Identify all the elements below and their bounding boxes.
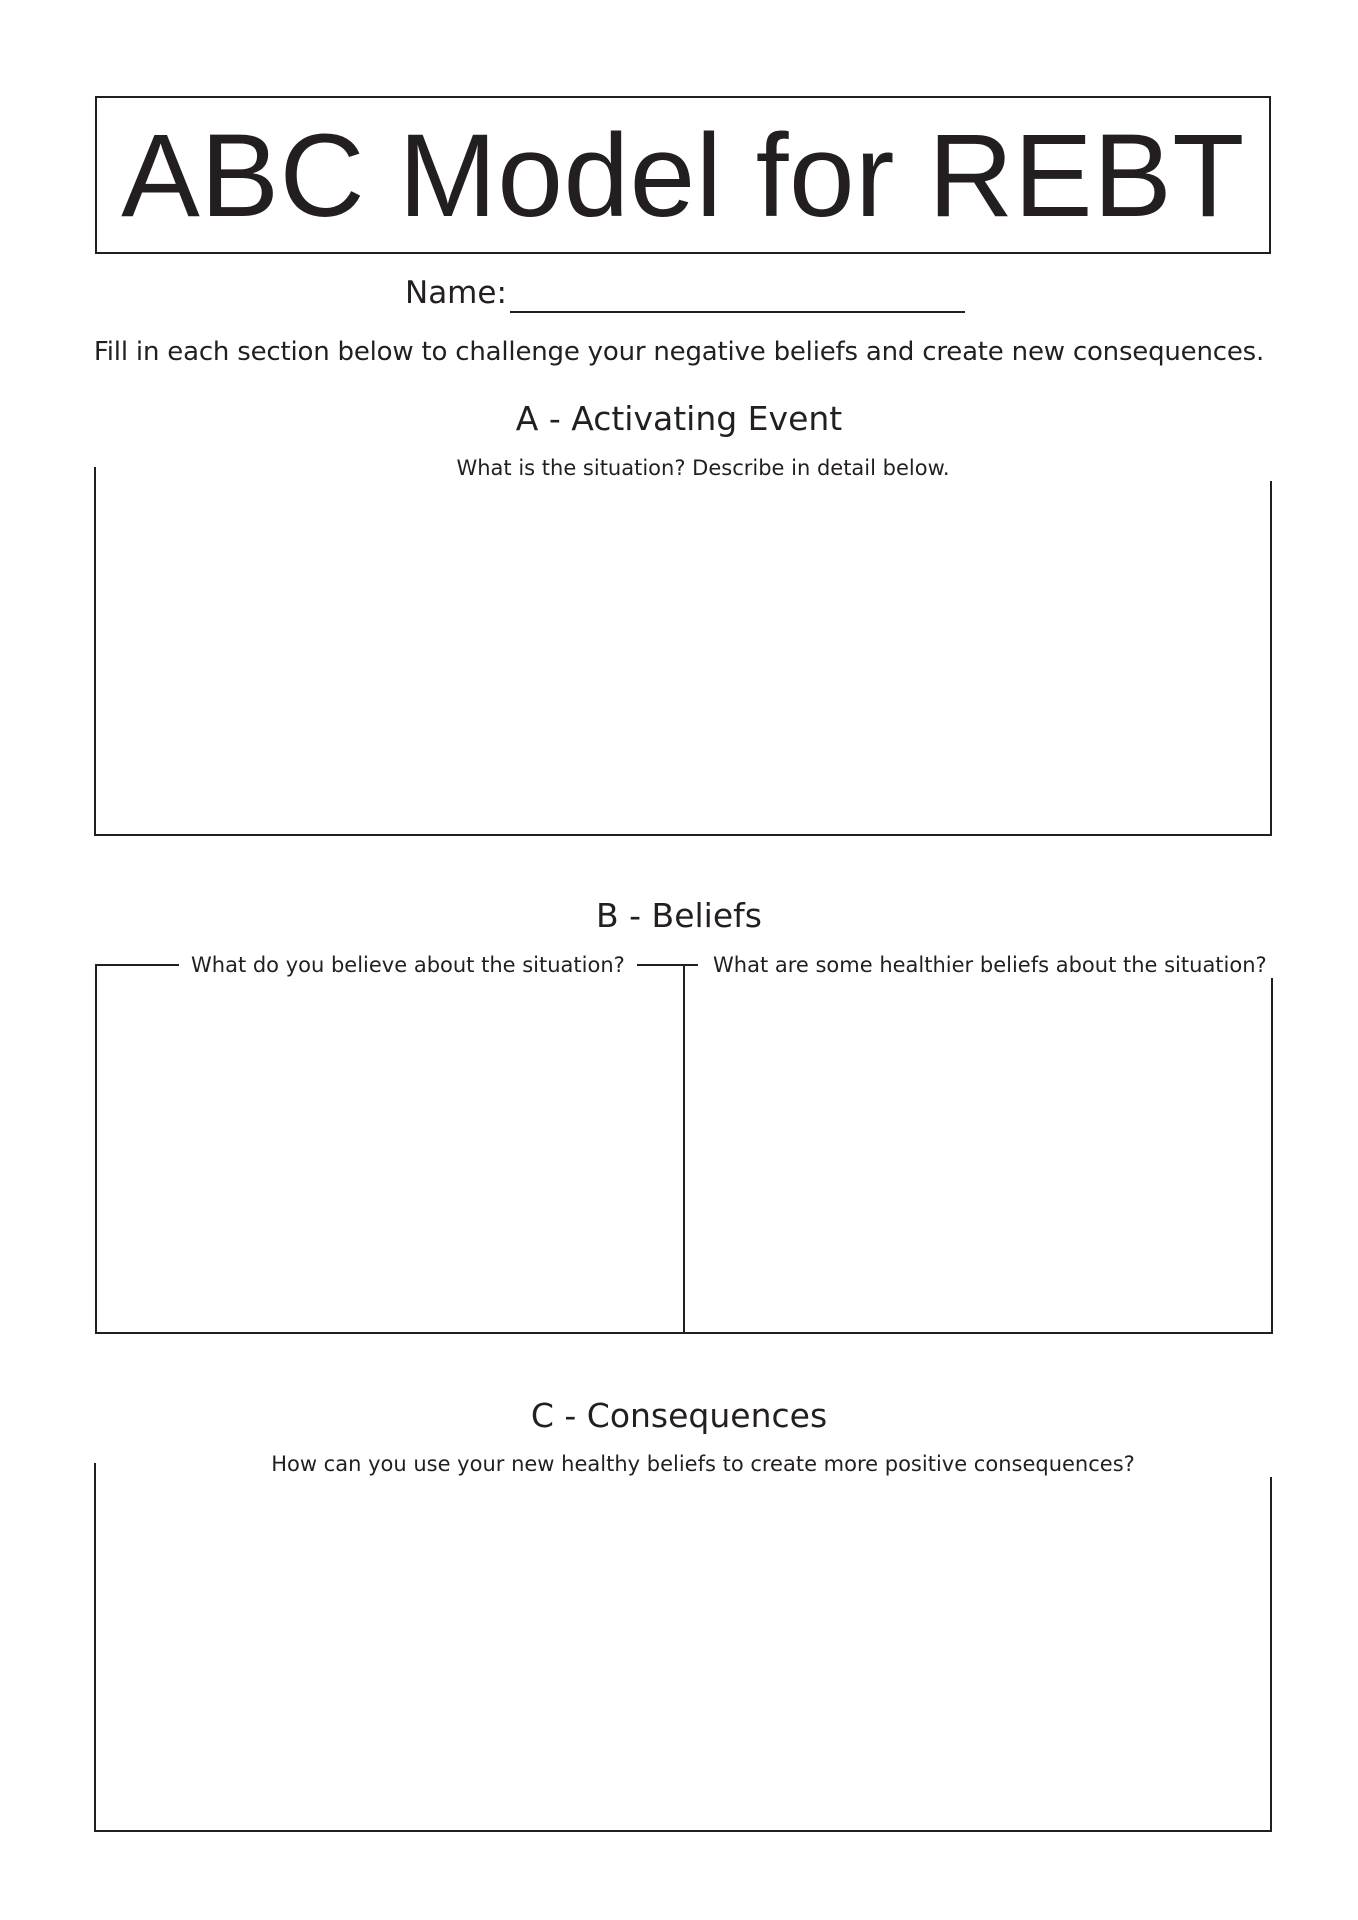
instructions: Fill in each section below to challenge your negative beliefs and create new consequences. <box>93 337 1265 367</box>
title-box <box>95 96 1271 254</box>
page-title: ABC Model for REBT <box>121 110 1245 242</box>
name-row <box>405 272 965 316</box>
section-a-title: A - Activating Event <box>515 399 843 438</box>
activating-event-box[interactable] <box>94 456 1272 836</box>
section-c-title: C - Consequences <box>530 1396 828 1435</box>
consequences-box[interactable] <box>94 1452 1272 1832</box>
current-beliefs-area[interactable] <box>97 966 682 1332</box>
name-label: Name: <box>405 275 507 311</box>
activating-event-prompt: What is the situation? Describe in detail below. <box>436 456 969 480</box>
healthier-beliefs-prompt: What are some healthier beliefs about the situation? <box>698 952 1282 978</box>
section-b-title: B - Beliefs <box>596 896 762 935</box>
name-field-line[interactable] <box>510 311 965 313</box>
consequences-prompt: How can you use your new healthy beliefs to create more positive consequences? <box>229 1452 1177 1476</box>
current-beliefs-prompt: What do you believe about the situation? <box>179 952 637 978</box>
healthier-beliefs-area[interactable] <box>685 966 1271 1332</box>
